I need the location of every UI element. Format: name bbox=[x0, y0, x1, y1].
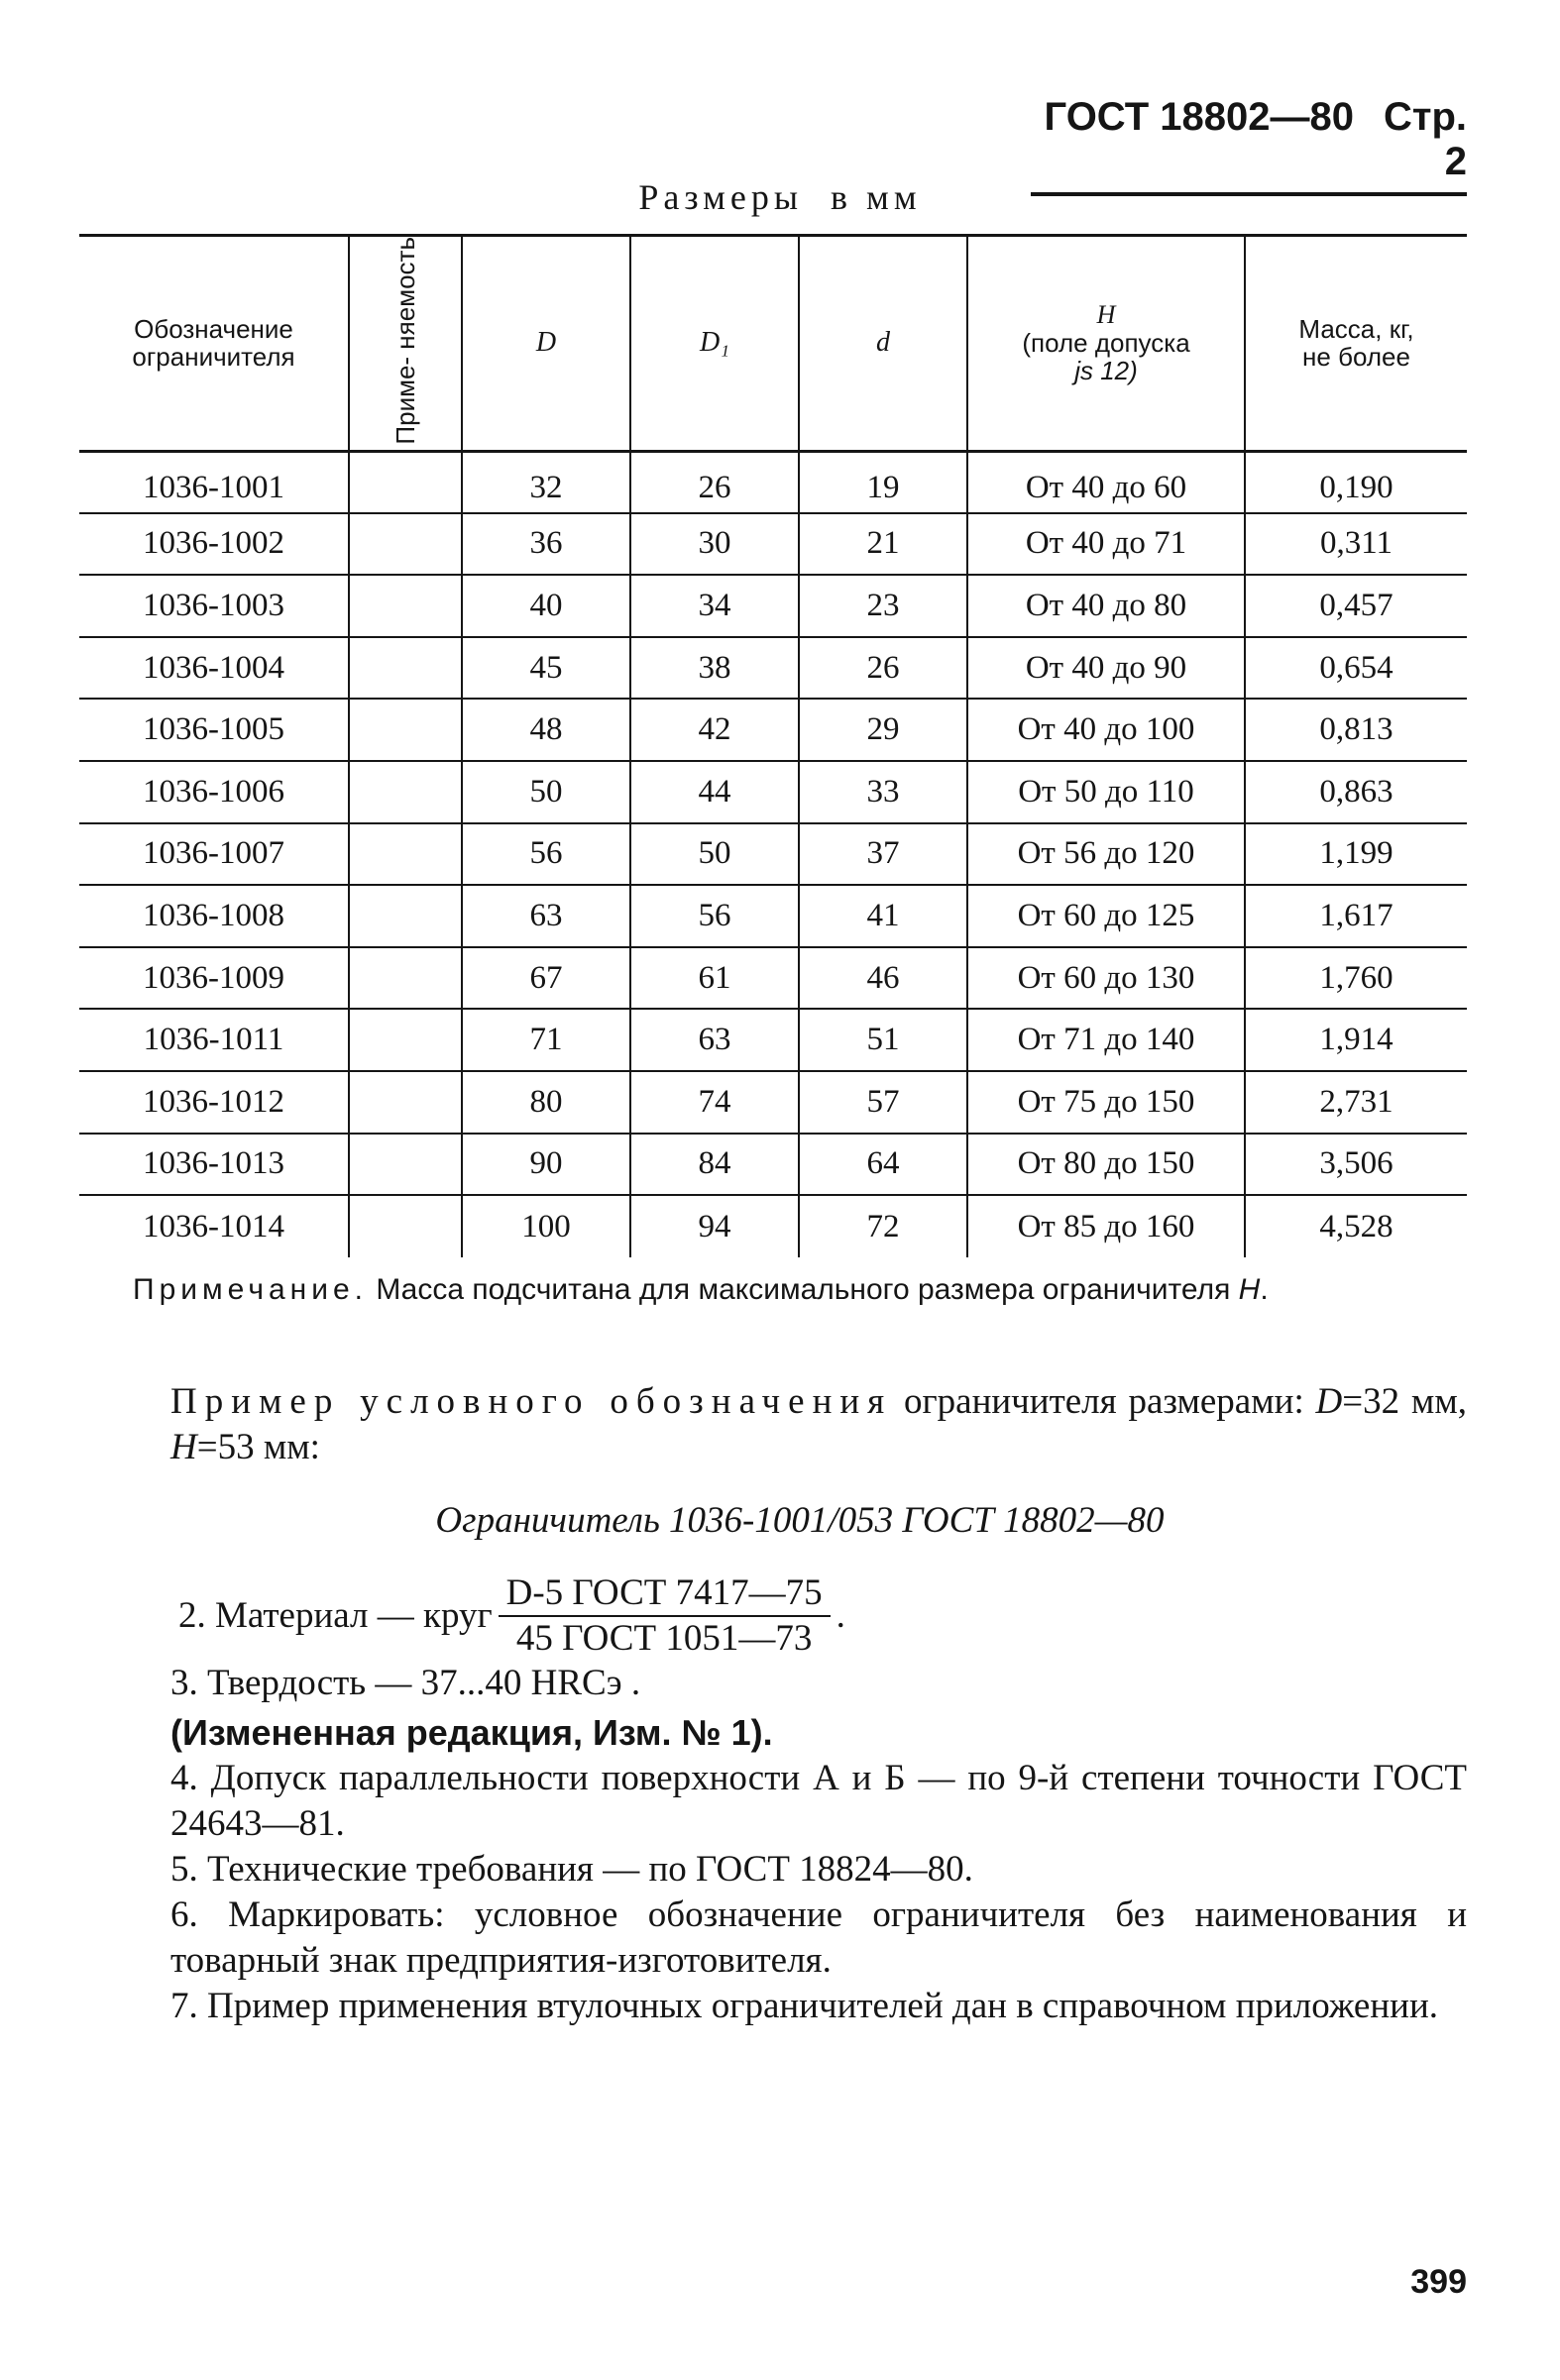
table-row bbox=[79, 575, 1467, 637]
header-H-sub: (поле допуска bbox=[1022, 328, 1190, 359]
cell-h: От 71 до 140 bbox=[967, 1009, 1245, 1071]
header-applicability-label: Приме- няемость bbox=[390, 237, 420, 445]
caption-unit: в мм bbox=[831, 177, 922, 217]
cell-mass: 0,654 bbox=[1245, 637, 1467, 700]
cell-mass: 1,914 bbox=[1245, 1009, 1467, 1071]
header-designation: Обозначение ограничителя bbox=[79, 236, 349, 452]
revision-note: (Измененная редакция, Изм. № 1). bbox=[170, 1712, 773, 1753]
cell-d: 48 bbox=[462, 699, 630, 761]
cell-mass: 0,813 bbox=[1245, 699, 1467, 761]
cell-designation: 1036-1014 bbox=[143, 1208, 284, 1244]
cell-d: 63 bbox=[462, 885, 630, 947]
cell-d: 19 bbox=[799, 451, 967, 513]
cell-designation: 1036-1006 bbox=[79, 761, 349, 823]
cell-designation: 1036-1005 bbox=[79, 699, 349, 761]
item-5: 5. Технические требования — по ГОСТ 18824—80. bbox=[170, 1849, 973, 1890]
cell-d1: 84 bbox=[630, 1134, 799, 1196]
cell-d: 40 bbox=[462, 575, 630, 637]
cell-d: 23 bbox=[799, 575, 967, 637]
table-row bbox=[79, 451, 1467, 513]
cell-mass: 4,528 bbox=[1245, 1195, 1467, 1257]
cell-h: От 85 до 160 bbox=[967, 1195, 1245, 1257]
document-body bbox=[133, 1379, 1467, 2029]
table-row bbox=[79, 1071, 1467, 1134]
example-eq-H: =53 мм: bbox=[196, 1427, 320, 1467]
header-H-symbol: H bbox=[1096, 300, 1116, 330]
cell-d: 56 bbox=[462, 823, 630, 886]
note-label: Примечание. bbox=[133, 1273, 368, 1306]
note-symbol: H bbox=[1238, 1273, 1261, 1306]
cell-applicability bbox=[349, 451, 462, 513]
item-7: 7. Пример применения втулочных ограничителей дан в справочном приложении. bbox=[170, 1986, 1438, 2026]
cell-d: 67 bbox=[462, 947, 630, 1010]
page-label: Стр. 2 bbox=[1383, 95, 1467, 183]
cell-designation: 1036-1011 bbox=[79, 1009, 349, 1071]
cell-d: 33 bbox=[799, 761, 967, 823]
cell-mass: 0,190 bbox=[1245, 451, 1467, 513]
cell-applicability bbox=[349, 637, 462, 700]
header-H-tolerance: js 12) bbox=[1074, 356, 1138, 386]
table-row bbox=[79, 885, 1467, 947]
table-row bbox=[79, 637, 1467, 700]
cell-designation: 1036-1004 bbox=[79, 637, 349, 700]
material-numerator: D-5 ГОСТ 7417—75 bbox=[499, 1571, 831, 1617]
cell-mass: 1,199 bbox=[1245, 823, 1467, 886]
cell-mass: 0,311 bbox=[1245, 513, 1467, 576]
cell-h: От 40 до 80 bbox=[967, 575, 1245, 637]
cell-designation: 1036-1009 bbox=[79, 947, 349, 1010]
example-lead: Пример условного обозначения bbox=[170, 1381, 893, 1422]
table-row bbox=[79, 947, 1467, 1010]
cell-d: 71 bbox=[462, 1009, 630, 1071]
cell-d: 51 bbox=[799, 1009, 967, 1071]
cell-designation: 1036-1001 bbox=[79, 451, 349, 513]
cell-h: От 40 до 71 bbox=[967, 513, 1245, 576]
cell-d1: 30 bbox=[630, 513, 799, 576]
cell-mass: 3,506 bbox=[1245, 1134, 1467, 1196]
cell-mass: 1,617 bbox=[1245, 885, 1467, 947]
material-fraction bbox=[499, 1571, 831, 1661]
cell-d1: 44 bbox=[630, 761, 799, 823]
table-row bbox=[79, 513, 1467, 576]
page-number: 399 bbox=[1410, 2263, 1467, 2301]
material-suffix: . bbox=[836, 1595, 845, 1636]
cell-d1: 26 bbox=[630, 451, 799, 513]
cell-h: От 60 до 125 bbox=[967, 885, 1245, 947]
cell-h: От 75 до 150 bbox=[967, 1071, 1245, 1134]
cell-d: 21 bbox=[799, 513, 967, 576]
cell-applicability bbox=[349, 761, 462, 823]
cell-mass: 0,863 bbox=[1245, 761, 1467, 823]
cell-d: 45 bbox=[462, 637, 630, 700]
cell-designation: 1036-1003 bbox=[79, 575, 349, 637]
item-6: 6. Маркировать: условное обозначение ограничителя без наименования и товарный знак предприятия-изготовителя. bbox=[170, 1894, 1467, 1981]
cell-applicability bbox=[349, 1195, 462, 1257]
cell-d: 72 bbox=[799, 1195, 967, 1257]
note-text: Масса подсчитана для максимального размера ограничителя bbox=[367, 1273, 1239, 1306]
table-note bbox=[133, 1271, 1467, 1309]
cell-d: 37 bbox=[799, 823, 967, 886]
cell-d: 64 bbox=[799, 1134, 967, 1196]
table-caption bbox=[0, 176, 1560, 218]
cell-d: 100 bbox=[462, 1195, 630, 1257]
cell-d: 80 bbox=[462, 1071, 630, 1134]
cell-d1: 38 bbox=[630, 637, 799, 700]
cell-h: От 40 до 90 bbox=[967, 637, 1245, 700]
cell-h: От 50 до 110 bbox=[967, 761, 1245, 823]
cell-d: 41 bbox=[799, 885, 967, 947]
cell-d: 90 bbox=[462, 1134, 630, 1196]
header-applicability bbox=[349, 236, 462, 452]
example-text: ограничителя размерами: bbox=[892, 1381, 1316, 1422]
cell-d: 32 bbox=[462, 451, 630, 513]
example-var-H: H bbox=[170, 1427, 197, 1467]
cell-designation: 1036-1007 bbox=[79, 823, 349, 886]
cell-d: 57 bbox=[799, 1071, 967, 1134]
cell-h: От 40 до 100 bbox=[967, 699, 1245, 761]
cell-applicability bbox=[349, 513, 462, 576]
cell-d1: 42 bbox=[630, 699, 799, 761]
cell-designation: 1036-1008 bbox=[79, 885, 349, 947]
cell-applicability bbox=[349, 699, 462, 761]
header-D1: D₁ bbox=[630, 236, 799, 452]
table-row bbox=[79, 1134, 1467, 1196]
header-d: d bbox=[799, 236, 967, 452]
cell-h: От 80 до 150 bbox=[967, 1134, 1245, 1196]
cell-d: 50 bbox=[462, 761, 630, 823]
cell-d1: 34 bbox=[630, 575, 799, 637]
cell-h: От 56 до 120 bbox=[967, 823, 1245, 886]
example-paragraph bbox=[133, 1379, 1467, 1470]
cell-applicability bbox=[349, 575, 462, 637]
cell-h: От 60 до 130 bbox=[967, 947, 1245, 1010]
cell-mass: 1,760 bbox=[1245, 947, 1467, 1010]
cell-mass: 2,731 bbox=[1245, 1071, 1467, 1134]
cell-designation: 1036-1013 bbox=[79, 1134, 349, 1196]
cell-h: От 40 до 60 bbox=[967, 451, 1245, 513]
header-mass: Масса, кг, не более bbox=[1245, 236, 1467, 452]
example-eq-D: =32 мм, bbox=[1342, 1381, 1467, 1422]
cell-applicability bbox=[349, 1134, 462, 1196]
cell-d1: 56 bbox=[630, 885, 799, 947]
standard-number: ГОСТ 18802—80 bbox=[1044, 95, 1354, 139]
caption-label: Размеры bbox=[638, 177, 804, 217]
cell-d1: 61 bbox=[630, 947, 799, 1010]
example-designation: Ограничитель 1036-1001/053 ГОСТ 18802—80 bbox=[435, 1500, 1165, 1541]
table-row bbox=[79, 699, 1467, 761]
cell-applicability bbox=[349, 885, 462, 947]
table-row bbox=[79, 1009, 1467, 1071]
cell-d: 29 bbox=[799, 699, 967, 761]
note-end: . bbox=[1260, 1273, 1269, 1306]
material-denominator: 45 ГОСТ 1051—73 bbox=[515, 1618, 813, 1659]
cell-mass: 0,457 bbox=[1245, 575, 1467, 637]
table-row bbox=[79, 1195, 1467, 1257]
cell-d1: 94 bbox=[630, 1195, 799, 1257]
header-D: D bbox=[462, 236, 630, 452]
cell-designation: 1036-1002 bbox=[79, 513, 349, 576]
table-header-row bbox=[79, 236, 1467, 452]
cell-d: 36 bbox=[462, 513, 630, 576]
material-prefix: 2. Материал — круг bbox=[178, 1595, 493, 1636]
cell-d: 26 bbox=[799, 637, 967, 700]
cell-designation: 1036-1012 bbox=[79, 1071, 349, 1134]
hardness-item: 3. Твердость — 37...40 HRCэ . bbox=[170, 1663, 641, 1703]
dimensions-table bbox=[79, 234, 1467, 1257]
cell-d1: 63 bbox=[630, 1009, 799, 1071]
material-item bbox=[141, 1571, 1467, 1661]
example-var-D: D bbox=[1315, 1381, 1343, 1422]
item-4: 4. Допуск параллельности поверхности А и Б — по 9-й степени точности ГОСТ 24643—81. bbox=[170, 1758, 1467, 1844]
cell-applicability bbox=[349, 1009, 462, 1071]
cell-applicability bbox=[349, 947, 462, 1010]
cell-applicability bbox=[349, 823, 462, 886]
cell-applicability bbox=[349, 1071, 462, 1134]
cell-d: 46 bbox=[799, 947, 967, 1010]
table-row bbox=[79, 823, 1467, 886]
header-H bbox=[967, 236, 1245, 452]
table-row bbox=[79, 761, 1467, 823]
cell-d1: 50 bbox=[630, 823, 799, 886]
cell-d1: 74 bbox=[630, 1071, 799, 1134]
